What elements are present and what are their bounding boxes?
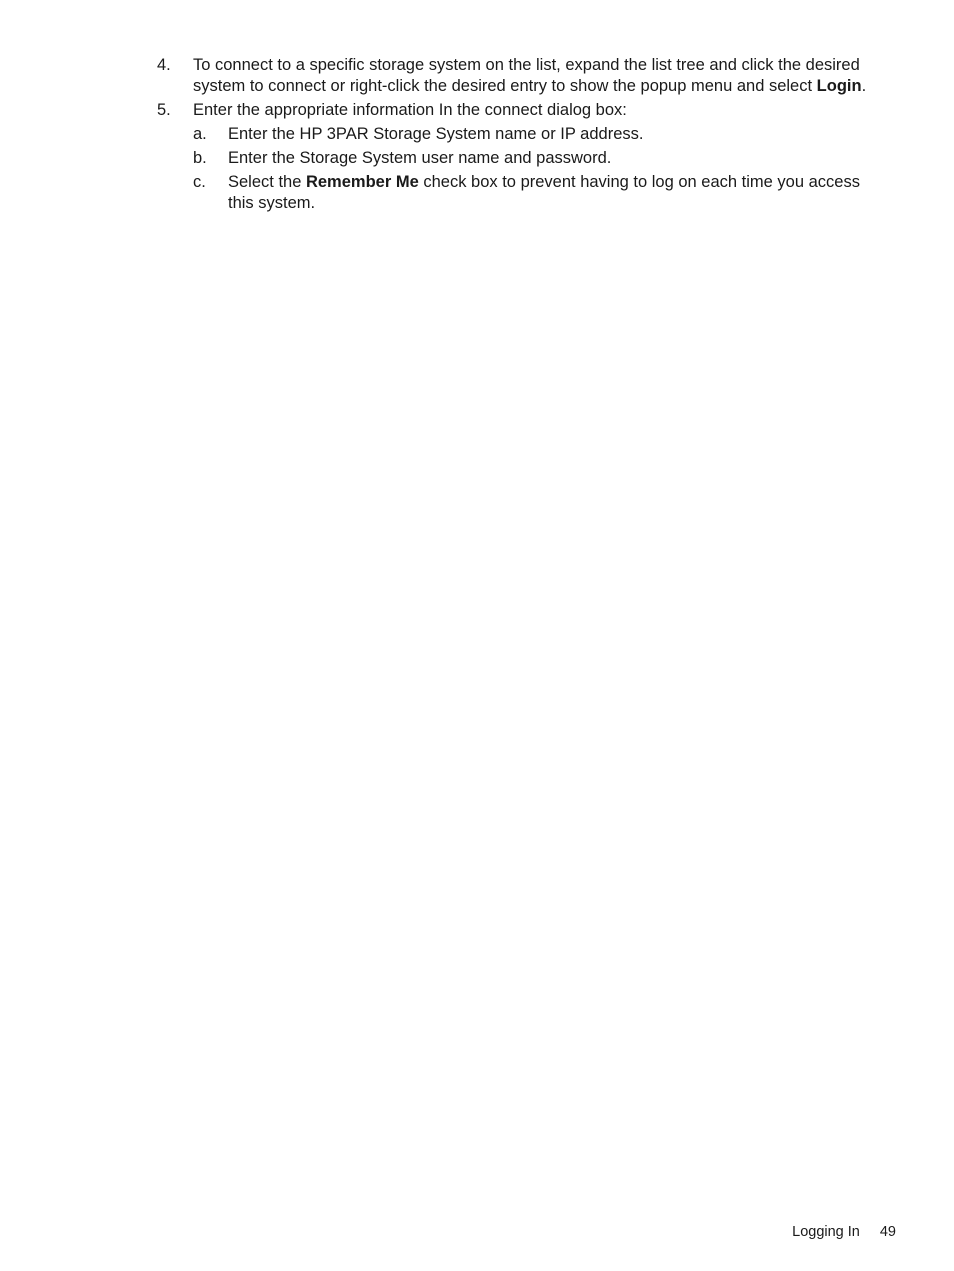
substep-text-part: Select the bbox=[228, 173, 306, 191]
remember-me-term: Remember Me bbox=[305, 173, 419, 191]
step-text-part: . bbox=[861, 77, 867, 95]
substep-letter: a. bbox=[193, 125, 207, 143]
substep-b bbox=[193, 148, 887, 169]
page-number: 49 bbox=[879, 1224, 896, 1240]
substep-text: Enter the HP 3PAR Storage System name or IP address. bbox=[228, 125, 644, 143]
step-4 bbox=[157, 55, 887, 97]
substeps bbox=[193, 124, 887, 214]
page-footer bbox=[792, 1222, 896, 1242]
substep-text bbox=[228, 173, 860, 212]
step-text-part: To connect to a specific storage system on the list, expand the list tree and click the desired system to connect or right-click the desired entry to show the popup menu and select bbox=[193, 56, 860, 95]
substep-letter: b. bbox=[193, 149, 207, 167]
footer-section-title: Logging In bbox=[792, 1224, 860, 1240]
substep-text-part: check box to prevent having to log on each time you access this system. bbox=[228, 173, 860, 212]
step-5 bbox=[157, 100, 887, 214]
step-text: Enter the appropriate information In the connect dialog box: bbox=[193, 101, 627, 119]
step-text bbox=[193, 56, 866, 95]
substep-letter: c. bbox=[193, 173, 206, 191]
substep-text: Enter the Storage System user name and password. bbox=[228, 149, 612, 167]
substep-a bbox=[193, 124, 887, 145]
step-number: 5. bbox=[157, 101, 171, 119]
substep-c bbox=[193, 172, 887, 214]
procedure-steps bbox=[157, 55, 887, 217]
step-number: 4. bbox=[157, 56, 171, 74]
login-term: Login bbox=[816, 77, 862, 95]
